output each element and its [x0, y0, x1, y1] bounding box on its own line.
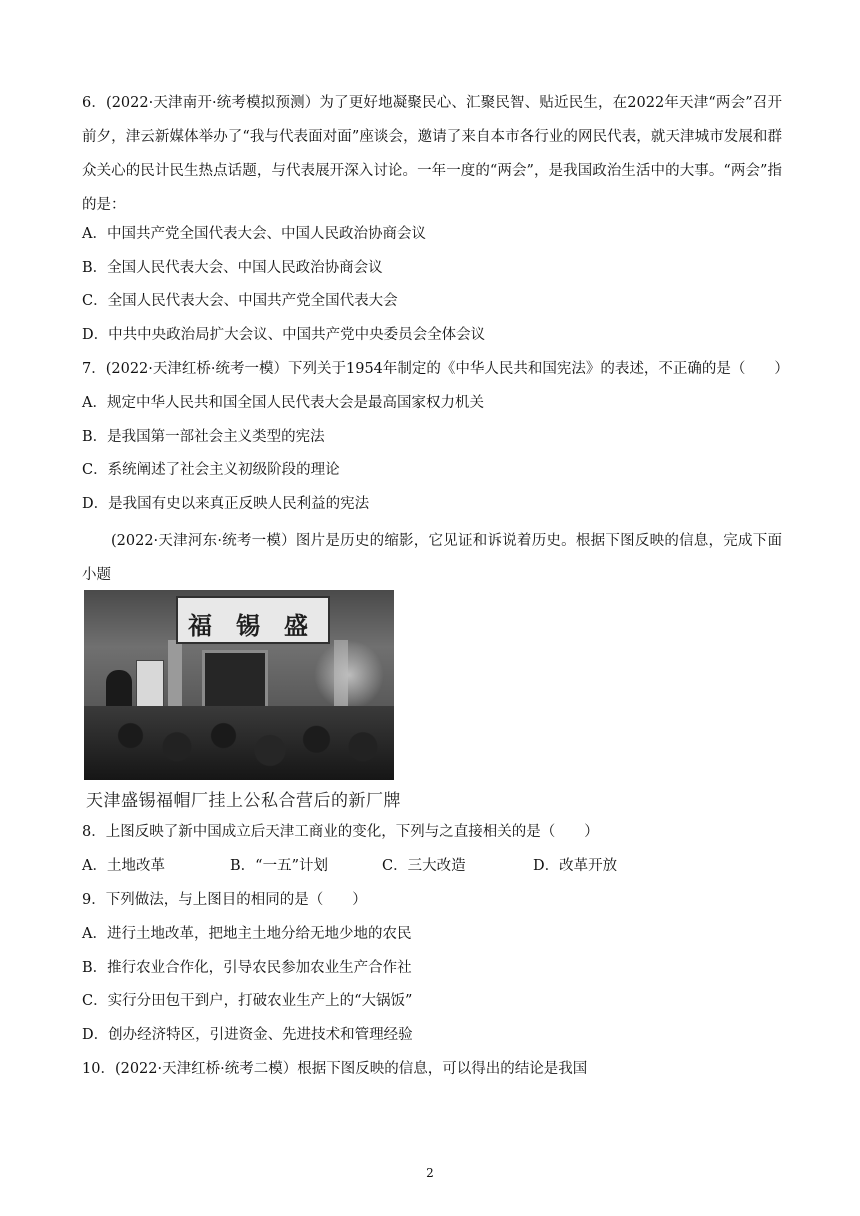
sign-char: 盛: [284, 611, 308, 640]
question-6-stem: 6．(2022·天津南开·统考模拟预测）为了更好地凝聚民心、汇聚民智、贴近民生，在2022年天津“两会”召开前夕，津云新媒体举办了“我与代表面对面”座谈会，邀请了来自本市各行业的网民代表，就天津城市发展和群众关心的民计民生热点话题，与代表展开深入讨论。一年一度的“两会”，是我国政治生活中的大事。“两会”指的是：: [82, 95, 782, 213]
question-9-option-d: D．创办经济特区，引进资金、先进技术和管理经验: [82, 1027, 413, 1043]
question-6-option-b: B．全国人民代表大会、中国人民政治协商会议: [82, 260, 383, 276]
question-6-option-a: A．中国共产党全国代表大会、中国人民政治协商会议: [82, 226, 426, 242]
question-8-option-b: B．“一五”计划: [230, 858, 328, 874]
question-7-option-c: C．系统阐述了社会主义初级阶段的理论: [82, 462, 340, 478]
question-9-option-b: B．推行农业合作化，引导农民参加农业生产合作社: [82, 960, 412, 976]
question-8-stem: 8．上图反映了新中国成立后天津工商业的变化，下列与之直接相关的是（ ）: [82, 824, 599, 840]
sign-char: 福: [188, 611, 212, 640]
page-number: 2: [426, 1166, 434, 1180]
question-9-option-a: A．进行土地改革，把地主土地分给无地少地的农民: [82, 926, 412, 942]
question-7-option-b: B．是我国第一部社会主义类型的宪法: [82, 429, 325, 445]
question-7-stem: 7．(2022·天津红桥·统考一模）下列关于1954年制定的《中华人民共和国宪法》的表述，不正确的是（ ）: [82, 361, 789, 377]
historical-photo: [84, 590, 401, 812]
photo-shop-sign: [176, 596, 330, 644]
photo-firecracker-smoke: [314, 640, 384, 710]
question-8-options: [82, 856, 782, 876]
photo-caption: 天津盛锡福帽厂挂上公私合营后的新厂牌: [86, 791, 401, 811]
question-9-stem: 9．下列做法，与上图目的相同的是（ ）: [82, 892, 367, 908]
question-10-stem: 10．(2022·天津红桥·统考二模）根据下图反映的信息，可以得出的结论是我国: [82, 1061, 588, 1077]
sign-char: 锡: [236, 611, 260, 640]
question-6-option-c: C．全国人民代表大会、中国共产党全国代表大会: [82, 293, 398, 309]
question-8-option-d: D．改革开放: [533, 858, 618, 874]
question-8-option-a: A．土地改革: [82, 858, 165, 874]
question-8-option-c: C．三大改造: [382, 858, 466, 874]
photo-image: [84, 590, 394, 780]
question-7-option-a: A．规定中华人民共和国全国人民代表大会是最高国家权力机关: [82, 395, 484, 411]
photo-crowd: [84, 706, 394, 780]
question-6-option-d: D．中共中央政治局扩大会议、中国共产党中央委员会全体会议: [82, 327, 486, 343]
material-intro: (2022·天津河东·统考一模）图片是历史的缩影，它见证和诉说着历史。根据下图反映的信息，完成下面小题: [82, 533, 782, 583]
question-9-option-c: C．实行分田包干到户，打破农业生产上的“大锅饭”: [82, 993, 413, 1009]
question-7-option-d: D．是我国有史以来真正反映人民利益的宪法: [82, 496, 370, 512]
